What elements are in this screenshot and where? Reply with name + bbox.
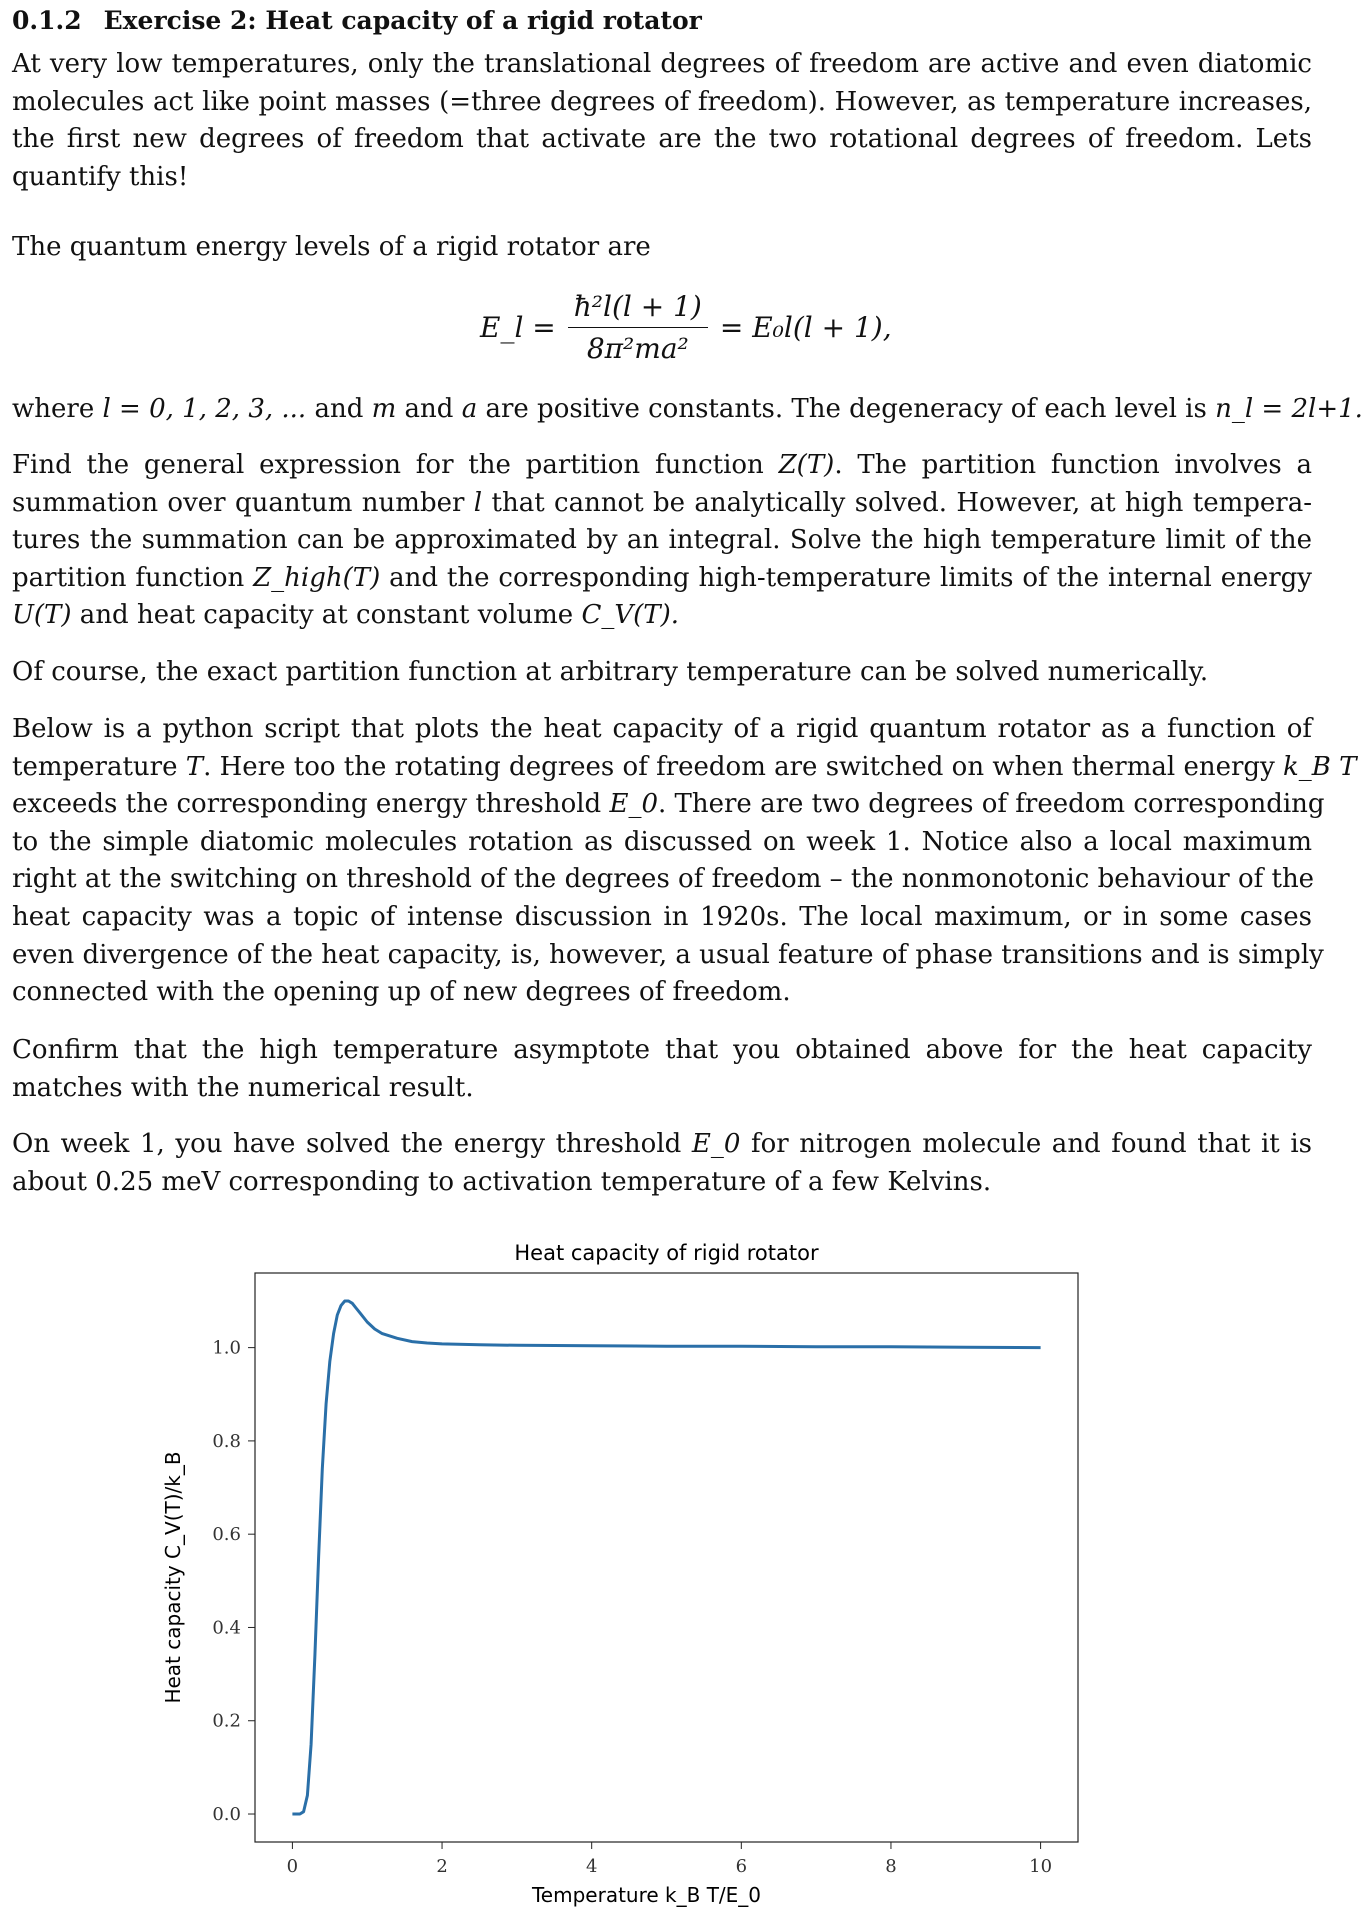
energy-equation <box>480 290 892 365</box>
text-line <box>12 1126 1312 1164</box>
math-U: U(T) <box>12 600 72 631</box>
text-line: Confirm that the high temperature asymptote that you obtained above for the heat capacity <box>12 1035 1312 1065</box>
x-tick-label: 4 <box>585 1856 598 1877</box>
eq-denominator: 8π²ma² <box>586 332 689 365</box>
text-line <box>12 447 1312 485</box>
section-heading <box>12 6 702 35</box>
text-run: On week 1, you have solved the energy threshold <box>12 1129 692 1159</box>
paragraph-numerical <box>12 654 1312 692</box>
text-line <box>12 391 1363 429</box>
x-tick-label: 8 <box>885 1856 897 1877</box>
math-degeneracy: n_l = 2l+1. <box>1215 394 1363 424</box>
text-run: . There are two degrees of freedom corresponding <box>658 789 1325 820</box>
text-line: the first new degrees of freedom that activate are the two rotational degrees of freedom. Lets <box>12 124 1312 155</box>
text-run: . The partition function involves a <box>834 450 1312 480</box>
math-Zhigh: Z_high(T) <box>253 562 381 593</box>
text-line: quantify this! <box>12 161 189 192</box>
text-run: for nitrogen molecule and found that it is <box>740 1129 1312 1159</box>
math-l-values: l = 0, 1, 2, 3, ... <box>102 394 307 424</box>
y-tick-label: 0.0 <box>212 1804 241 1826</box>
section-title: Exercise 2: Heat capacity of a rigid rotator <box>103 6 702 35</box>
text-line <box>12 560 1312 598</box>
paragraph-nitrogen <box>12 1126 1312 1201</box>
eq-rhs: = E₀l(l + 1), <box>719 311 892 344</box>
math-l: l <box>473 487 483 518</box>
text-line: tures the summation can be approximated by an integral. Solve the high temperature limit of the <box>12 525 1312 556</box>
heat-capacity-chart <box>12 1215 1112 1915</box>
text-line: molecules act like point masses (=three degrees of freedom). However, as temperature increases, <box>12 86 1312 117</box>
eq-lhs: E_l = <box>480 311 556 344</box>
text-run: partition function <box>12 562 254 593</box>
text-run: that cannot be analytically solved. However, at high tempera- <box>482 487 1312 518</box>
paragraph-intro <box>12 46 1312 196</box>
math-a: a <box>461 394 478 424</box>
x-tick-label: 6 <box>735 1856 748 1877</box>
text-line: The quantum energy levels of a rigid rotator are <box>12 232 651 262</box>
y-tick-label: 0.6 <box>212 1524 241 1546</box>
text-line <box>12 485 1312 523</box>
x-tick-label: 2 <box>436 1856 448 1877</box>
x-tick-label: 10 <box>1029 1856 1053 1877</box>
text-run: . Here too the rotating degrees of freedom are switched on when thermal energy <box>203 751 1284 782</box>
eq-fraction <box>568 290 708 365</box>
text-line: connected with the opening up of new degrees of freedom. <box>12 977 791 1008</box>
x-tick-label: 0 <box>286 1856 299 1877</box>
plot-frame <box>255 1273 1078 1842</box>
text-run: and <box>396 394 462 424</box>
math-kBT: k_B T <box>1283 751 1357 782</box>
y-tick-label: 1.0 <box>212 1337 241 1359</box>
y-tick-label: 0.8 <box>212 1430 241 1452</box>
text-run: and the corresponding high-temperature limits of the internal energy <box>380 562 1312 593</box>
text-run: and heat capacity at constant volume <box>71 600 582 631</box>
paragraph-confirm <box>12 1032 1312 1107</box>
text-line: about 0.25 meV corresponding to activation temperature of a few Kelvins. <box>12 1166 992 1197</box>
paragraph-energy-levels <box>12 229 1312 267</box>
eq-numerator: ħ²l(l + 1) <box>568 290 708 328</box>
y-tick-label: 0.4 <box>212 1617 241 1639</box>
math-E0: E_0 <box>691 1129 741 1159</box>
text-line: Of course, the exact partition function at arbitrary temperature can be solved numerically. <box>12 657 1209 687</box>
text-run: temperature <box>12 751 186 782</box>
text-line: matches with the numerical result. <box>12 1072 474 1103</box>
y-tick-label: 0.2 <box>212 1710 241 1732</box>
section-number: 0.1.2 <box>12 6 82 35</box>
text-line: even divergence of the heat capacity, is, however, a usual feature of phase transitions and is simply <box>12 939 1324 970</box>
text-run: summation over quantum number <box>12 487 474 518</box>
text-run: and <box>306 394 372 424</box>
text-line: heat capacity was a topic of intense discussion in 1920s. The local maximum, or in some cases <box>12 901 1312 932</box>
text-line: to the simple diatomic molecules rotation as discussed on week 1. Notice also a local maximum <box>12 826 1312 857</box>
series-line-c-v <box>292 1301 1040 1814</box>
text-line <box>12 597 1312 635</box>
text-run: exceeds the corresponding energy threshold <box>12 789 610 820</box>
y-axis-label: Heat capacity C_V(T)/k_B <box>161 1451 185 1704</box>
text-run: are positive constants. The degeneracy of each level is <box>477 394 1216 424</box>
text-line <box>12 786 1325 824</box>
text-line <box>12 749 1357 787</box>
math-E0: E_0 <box>609 789 658 820</box>
text-run: Find the general expression for the partition function <box>12 450 779 480</box>
math-Cv: C_V(T). <box>581 600 680 631</box>
paragraph-partition-function <box>12 447 1312 635</box>
text-line: At very low temperatures, only the translational degrees of freedom are active and even diatomic <box>12 49 1312 79</box>
math-Z: Z(T) <box>778 450 835 480</box>
chart-title: Heat capacity of rigid rotator <box>514 1241 819 1265</box>
paragraph-python-script <box>12 711 1357 1012</box>
text-line: right at the switching on threshold of the degrees of freedom – the nonmonotonic behaviour of the <box>12 864 1315 895</box>
text-line: Below is a python script that plots the heat capacity of a rigid quantum rotator as a function of <box>12 714 1312 744</box>
x-axis-label: Temperature k_B T/E_0 <box>531 1883 762 1907</box>
text-run: where <box>12 394 103 424</box>
math-T: T <box>185 751 204 782</box>
paragraph-degeneracy <box>12 391 1363 429</box>
math-m: m <box>371 394 397 424</box>
